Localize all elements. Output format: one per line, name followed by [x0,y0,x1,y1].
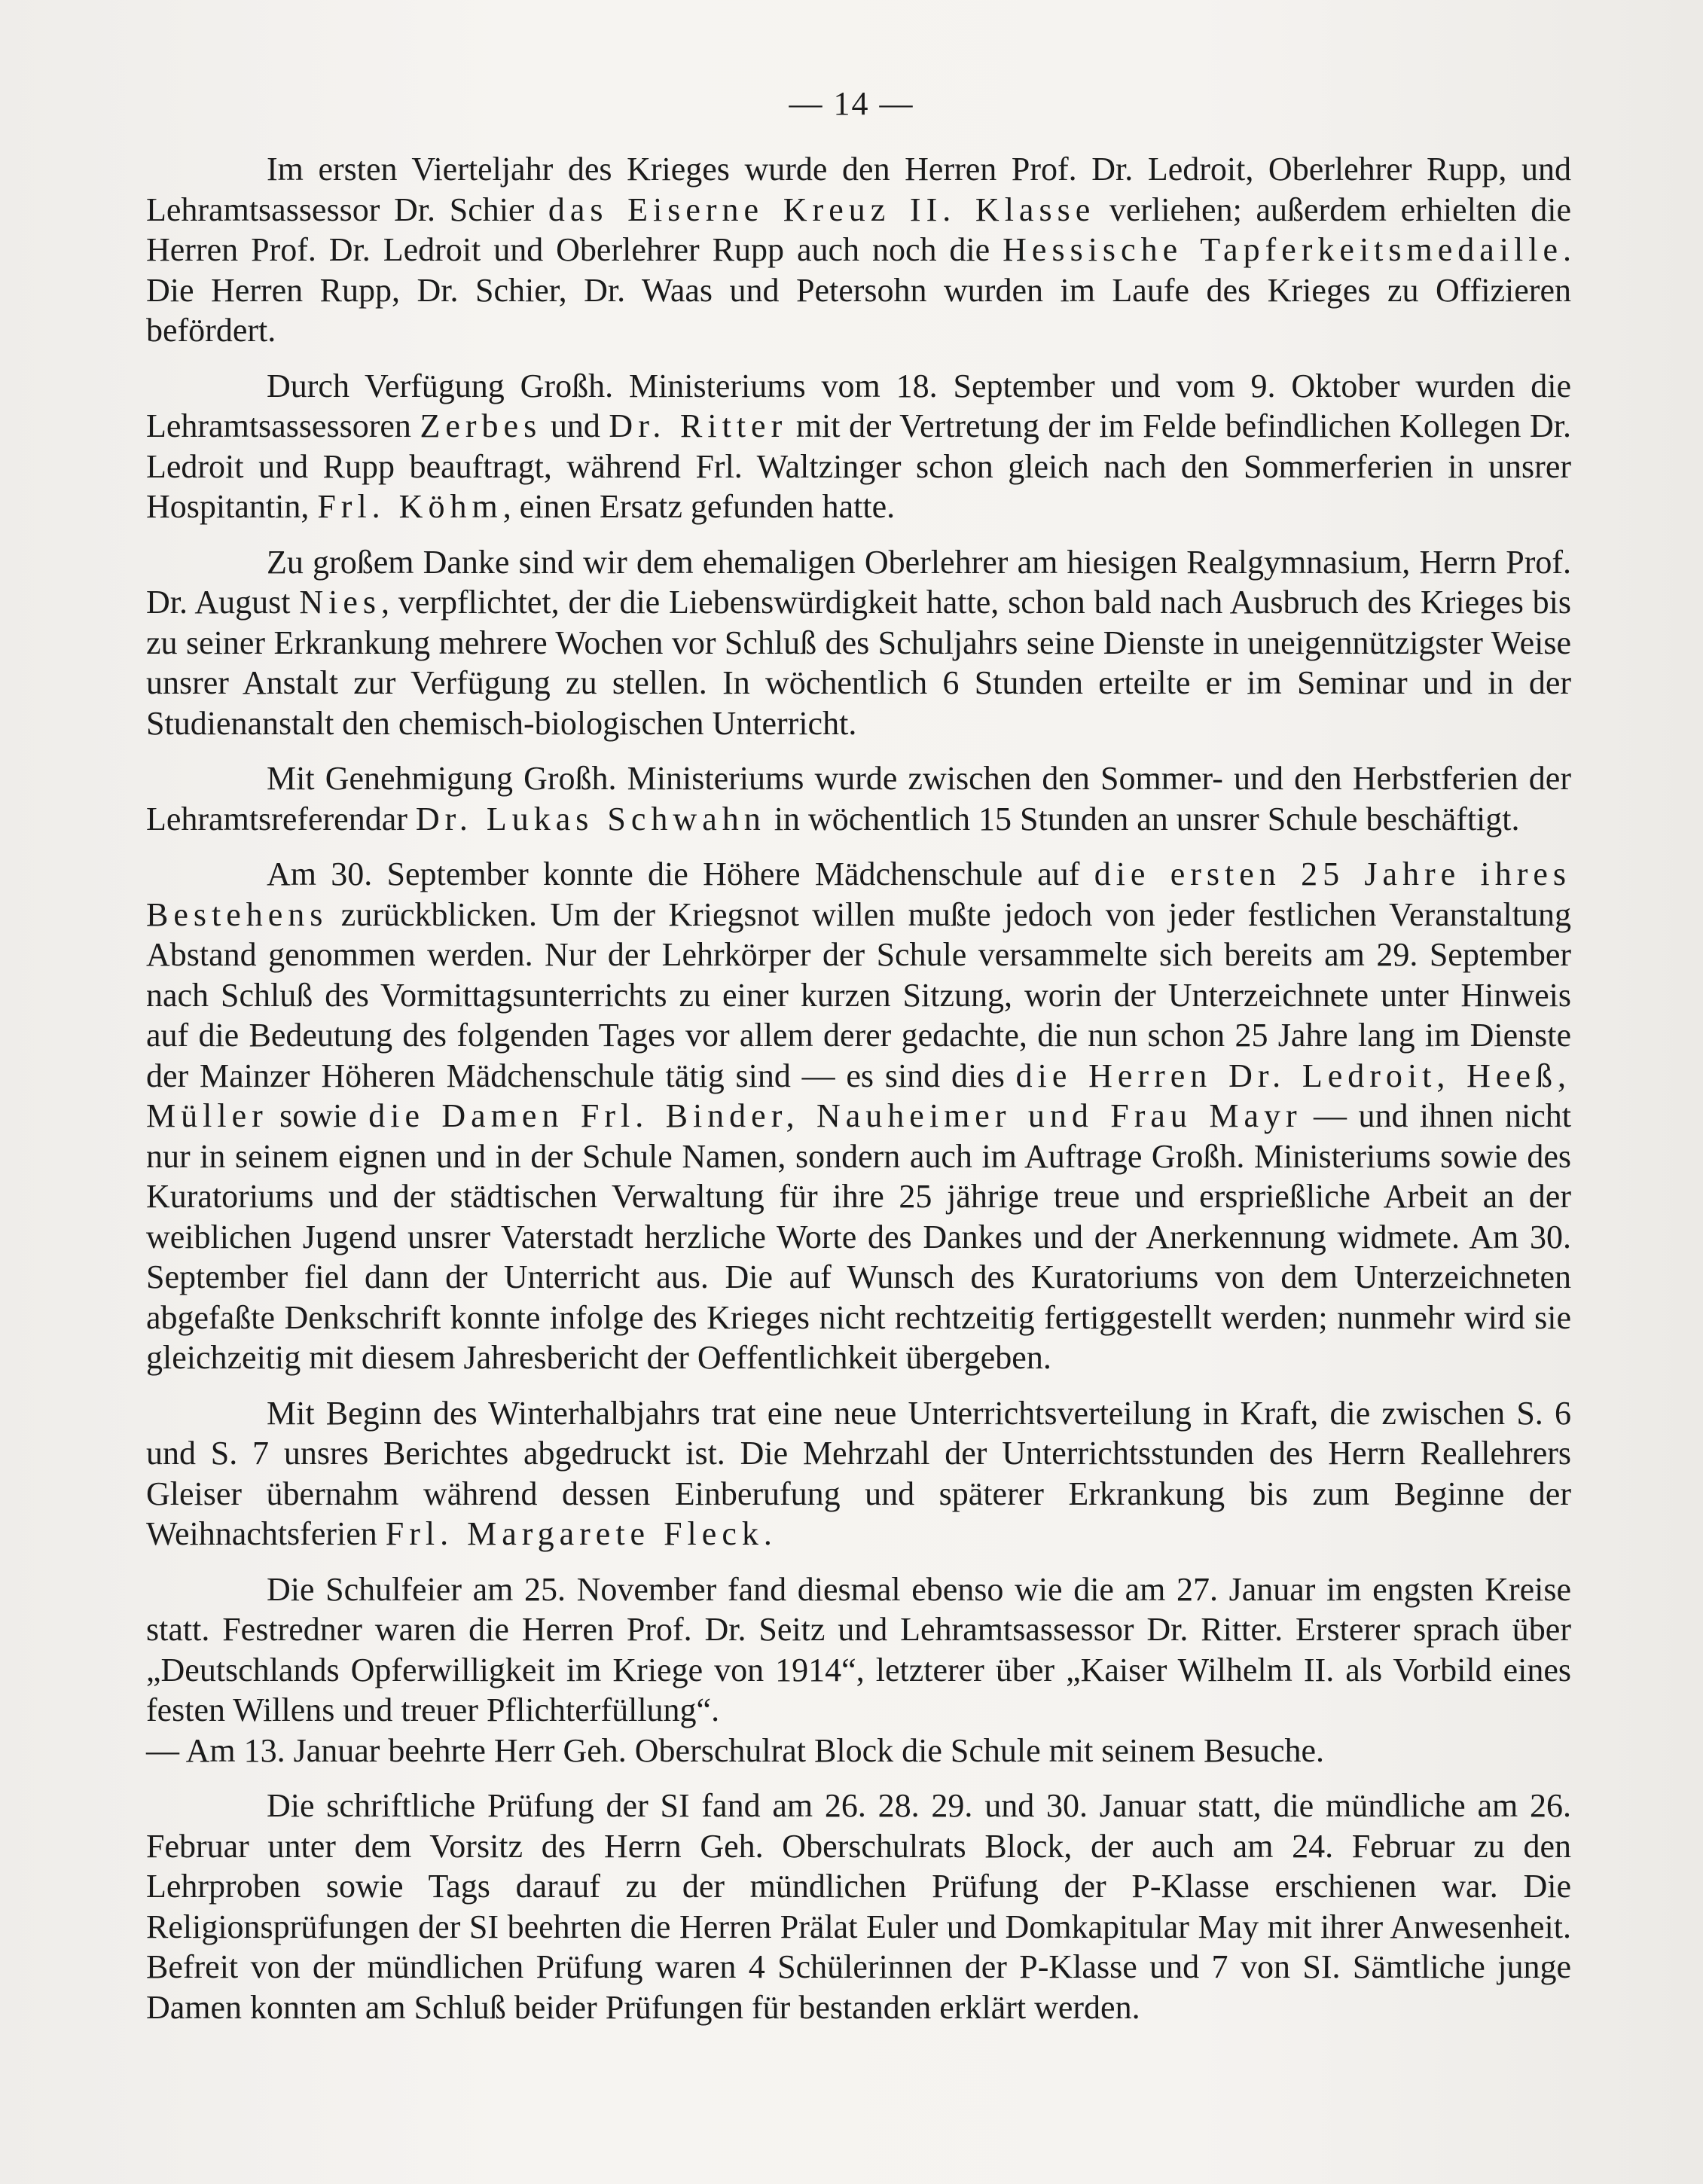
spaced-emphasis: Frl. Margarete Fleck [385,1515,764,1552]
text-run: Am 30. September konnte die Höhere Mädchenschule auf [267,856,1094,892]
text-run: sowie [267,1097,369,1134]
text-run: und [542,407,609,444]
spaced-emphasis: Dr. Lukas Schwahn [415,800,766,837]
text-run: Durch Verfügung Großh. Ministeriums vom 18. September und vom 9. Oktober wurden die Lehramtsassessoren [146,367,1571,444]
text-run: Zu großem Danke sind wir dem ehemaligen Oberlehrer am hiesigen Realgymnasium, Herrn Prof. Dr. August [146,543,1571,621]
spaced-emphasis: Zerbes [420,407,542,444]
paragraph [146,1786,1571,2027]
text-run: mit der Vertretung der im Felde befindlichen Kollegen Dr. Ledroit und Rupp beauftragt, während Frl. Waltzinger schon gleich nach den Sommerferien in unsrer Hospitantin, [146,407,1571,525]
paragraph [146,758,1571,839]
text-run: Mit Beginn des Winterhalbjahrs trat eine neue Unterrichtsverteilung in Kraft, die zwischen S. 6 und S. 7 unsres Berichtes abgedruckt ist. Die Mehrzahl der Unterrichtsstunden des Herrn Reallehrers Gleiser übernahm während dessen Einberufung und späterer Erkrankung bis zum Beginne der Weihnachtsferien [146,1394,1571,1552]
spaced-emphasis: die Herren Dr. Ledroit, Heeß, Müller [146,1057,1571,1134]
paragraph [146,149,1571,351]
spaced-emphasis: die ersten 25 Jahre ihres Bestehens [146,856,1571,933]
page-number: — 14 — [789,85,914,122]
text-run: Im ersten Vierteljahr des Krieges wurde den Herren Prof. Dr. Ledroit, Oberlehrer Rupp, und Lehramtsassessor Dr. Schier [146,151,1571,228]
spaced-emphasis: die Damen Frl. Binder, Nauheimer und Frau Mayr [368,1097,1302,1134]
paragraph [146,1569,1571,1731]
text-run: , verpflichtet, der die Liebenswürdigkeit hatte, schon bald nach Ausbruch des Krieges bis zu seiner Erkrankung mehrere Wochen vor Schluß des Schuljahrs seine Dienste in uneigennützigster Weise unsrer Anstalt zur Verfügung zu stellen. In wöchentlich 6 Stunden erteilte er im Seminar und in der Studienanstalt den chemisch-biologischen Unterricht. [146,584,1571,742]
text-run: Die schriftliche Prüfung der SI fand am 26. 28. 29. und 30. Januar statt, die mündliche am 26. Februar unter dem Vorsitz des Herrn Geh. Oberschulrats Block, der auch am 24. Februar zu den Lehrproben sowie Tags darauf zu der mündlichen Prüfung der P-Klasse erschienen war. Die Religionsprüfungen der SI beehrten die Herren Prälat Euler und Domkapitular May mit ihrer Anwesenheit. Befreit von der mündlichen Prüfung waren 4 Schülerinnen der P-Klasse und 7 von SI. Sämtliche junge Damen konnten am Schluß beider Prüfungen für bestanden erklärt werden. [146,1787,1571,2026]
paragraph [146,1393,1571,1554]
text-run: Mit Genehmigung Großh. Ministeriums wurde zwischen den Sommer- und den Herbstferien der Lehramtsreferendar [146,760,1571,837]
spaced-emphasis: Frl. Köhm [317,488,503,525]
paragraph [146,854,1571,1378]
text-run: . [763,1515,772,1552]
text-run: verliehen; außerdem erhielten die Herren Prof. Dr. Ledroit und Oberlehrer Rupp auch noch die [146,191,1571,268]
text-run: . Die Herren Rupp, Dr. Schier, Dr. Waas und Petersohn wurden im Laufe des Krieges zu Offizieren befördert. [146,231,1572,349]
paragraph [146,542,1571,744]
paragraph [146,366,1571,527]
spaced-emphasis: Hessische Tapferkeitsmedaille [1003,231,1564,268]
paragraph [146,1731,1571,1771]
text-run: — und ihnen nicht nur in seinem eignen und in der Schule Namen, sondern auch im Auftrage Großh. Ministeriums sowie des Kuratoriums und der städtischen Verwaltung für ihre 25 jährige treue und ersprießliche Arbeit an der weiblichen Jugend unsrer Vaterstadt herzliche Worte des Dankes und der Anerkennung widmete. Am 30. September fiel dann der Unterricht aus. Die auf Wunsch des Kuratoriums von dem Unterzeichneten abgefaßte Denkschrift konnte infolge des Krieges nicht rechtzeitig fertiggestellt werden; nunmehr wird sie gleichzeitig mit diesem Jahresbericht der Oeffentlichkeit übergeben. [146,1097,1572,1376]
text-run: in wöchentlich 15 Stunden an unsrer Schule beschäftigt. [765,800,1520,837]
text-run: zurückblicken. Um der Kriegsnot willen mußte jedoch von jeder festlichen Veranstaltung Abstand genommen werden. Nur der Lehrkörper der Schule versammelte sich bereits am 29. September nach Schluß des Vormittagsunterrichts zu einer kurzen Sitzung, worin der Unterzeichnete unter Hinweis auf die Bedeutung des folgenden Tages vor allem derer gedachte, die nun schon 25 Jahre lang im Dienste der Mainzer Höheren Mädchenschule tätig sind — es sind dies [146,895,1571,1094]
body-text [146,149,1571,2042]
spaced-emphasis: Dr. Ritter [609,407,788,444]
text-run: Die Schulfeier am 25. November fand diesmal ebenso wie die am 27. Januar im engsten Kreise statt. Festredner waren die Herren Prof. Dr. Seitz und Lehramtsassessor Dr. Ritter. Ersterer sprach über „Deutschlands Opferwilligkeit im Kriege von 1914“, letzterer über „Kaiser Wilhelm II. als Vorbild eines festen Willens und treuer Pflichterfüllung“. [146,1570,1571,1728]
spaced-emphasis: Nies [299,584,381,621]
text-run: — Am 13. Januar beehrte Herr Geh. Oberschulrat Block die Schule mit seinem Besuche. [146,1731,1324,1769]
text-run: , einen Ersatz gefunden hatte. [502,488,896,525]
spaced-emphasis: das Eiserne Kreuz II. Klasse [548,191,1096,228]
